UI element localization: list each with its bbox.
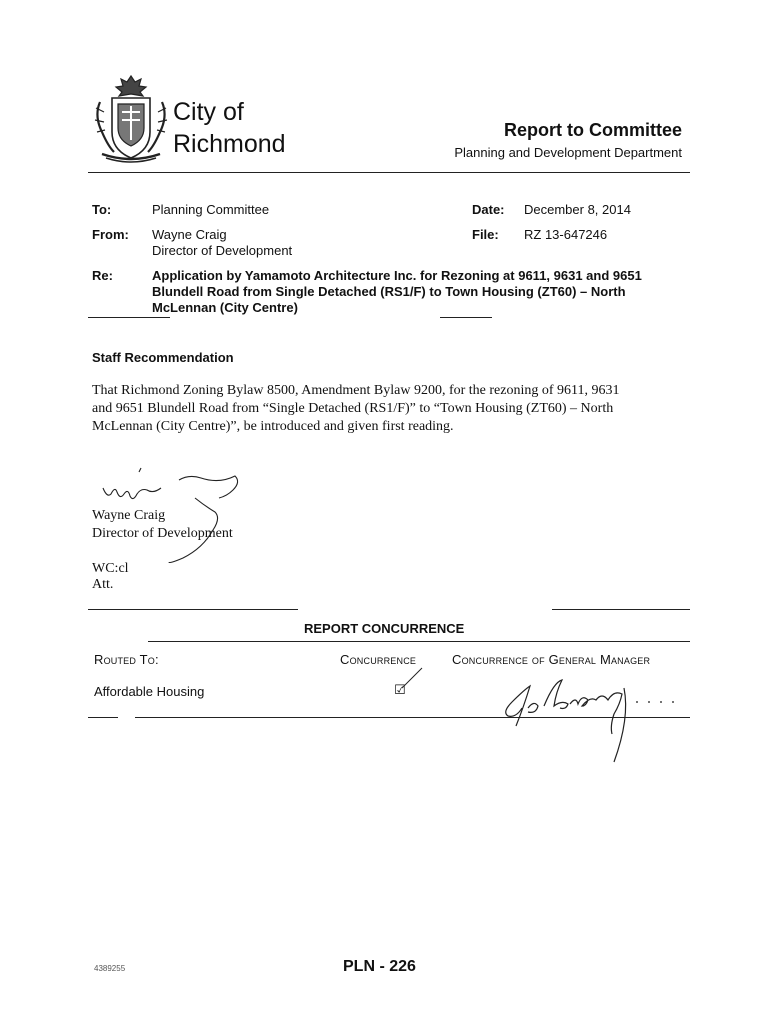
concurrence-header-rule (148, 641, 690, 642)
concurrence-checkbox: ☑ (394, 683, 406, 698)
department-name: Planning and Development Department (454, 145, 682, 160)
city-name-line2: Richmond (173, 130, 286, 158)
recommendation-line-2: and 9651 Blundell Road from “Single Detached (RS1/F)” to “Town Housing (ZT60) – North (92, 401, 614, 416)
routed-to-header: Routed To: (94, 652, 159, 667)
checkmark-stroke (396, 666, 426, 694)
signoff-title: Director of Development (92, 526, 233, 541)
concurrence-bottom-rule (135, 717, 690, 718)
concurrence-top-rule-left (88, 609, 298, 610)
re-label: Re: (92, 268, 113, 283)
city-name-line1: City of (173, 98, 244, 126)
re-line-2: Blundell Road from Single Detached (RS1/F) to Town Housing (ZT60) – North (152, 284, 626, 299)
re-underline-right (440, 317, 492, 318)
file-label: File: (472, 227, 499, 242)
document-number: 4389255 (94, 964, 126, 973)
report-title: Report to Committee (503, 120, 682, 140)
to-label: To: (92, 202, 112, 217)
report-concurrence-heading: REPORT CONCURRENCE (304, 621, 465, 636)
signoff-name: Wayne Craig (92, 508, 166, 523)
concurrence-bottom-rule-left (88, 717, 118, 718)
gm-concurrence-header: Concurrence of General Manager (452, 652, 651, 667)
re-line-1: Application by Yamamoto Architecture Inc. for Rezoning at 9611, 9631 and 9651 (152, 268, 642, 283)
from-title: Director of Development (152, 243, 293, 258)
date-value: December 8, 2014 (524, 202, 631, 217)
gm-signature (500, 668, 690, 768)
recommendation-line-3: McLennan (City Centre)”, be introduced and given first reading. (92, 419, 454, 434)
re-underline-left (88, 317, 170, 318)
re-line-3: McLennan (City Centre) (152, 300, 298, 315)
signoff-initials: WC:cl (92, 561, 129, 576)
concurrence-top-rule-right (552, 609, 690, 610)
file-value: RZ 13-647246 (524, 227, 608, 242)
city-crest-logo (92, 72, 170, 166)
from-name: Wayne Craig (152, 227, 227, 242)
date-label: Date: (472, 202, 505, 217)
staff-recommendation-heading: Staff Recommendation (92, 350, 234, 365)
header-rule (88, 172, 690, 173)
signoff-attachment: Att. (92, 577, 114, 592)
affordable-housing-label: Affordable Housing (94, 684, 205, 699)
from-label: From: (92, 227, 129, 242)
to-value: Planning Committee (152, 202, 270, 217)
recommendation-line-1: That Richmond Zoning Bylaw 8500, Amendment Bylaw 9200, for the rezoning of 9611, 9631 (92, 383, 620, 398)
concurrence-header: Concurrence (340, 652, 417, 667)
page-code: PLN - 226 (343, 958, 416, 975)
